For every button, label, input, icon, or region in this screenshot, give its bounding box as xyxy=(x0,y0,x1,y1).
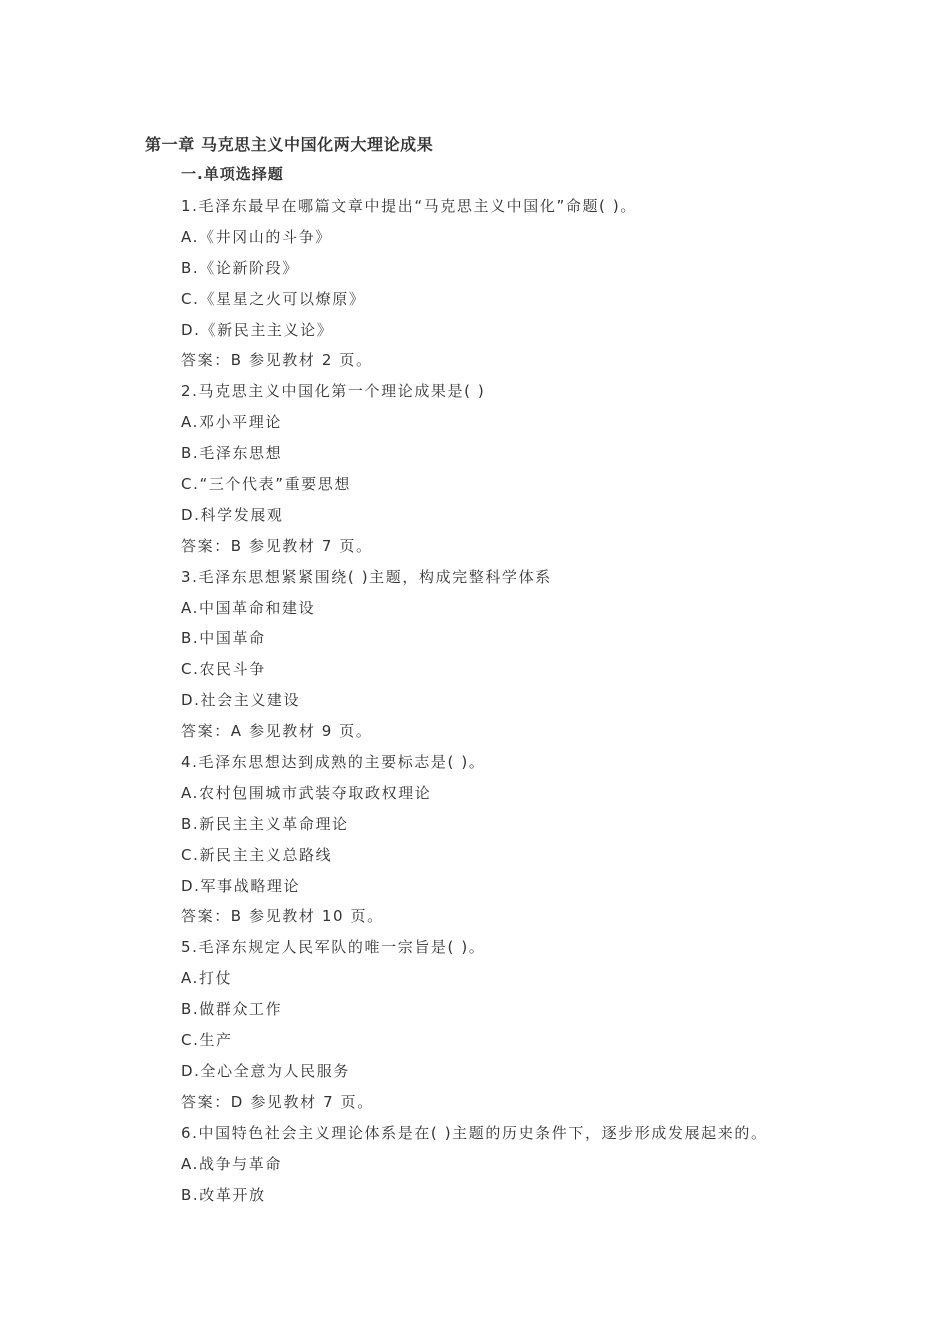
answer-option: C.新民主主义总路线 xyxy=(181,845,333,864)
answer-option: A.中国革命和建设 xyxy=(181,598,316,617)
answer-option: A.邓小平理论 xyxy=(181,413,282,432)
answer-option: C.《星星之火可以燎原》 xyxy=(181,289,366,308)
answer-key: 答案：B 参见教材 2 页。 xyxy=(181,351,373,370)
answer-option: B.毛泽东思想 xyxy=(181,444,283,463)
answer-option: B.中国革命 xyxy=(181,629,266,648)
answer-option: A.打仗 xyxy=(181,969,233,988)
section-title: 一.单项选择题 xyxy=(181,165,284,183)
question-list xyxy=(181,193,911,1212)
answer-option: C.“三个代表”重要思想 xyxy=(181,475,351,494)
answer-option: A.农村包围城市武装夺取政权理论 xyxy=(181,783,432,802)
answer-option: D.科学发展观 xyxy=(181,505,284,524)
chapter-title: 第一章 马克思主义中国化两大理论成果 xyxy=(145,135,434,154)
answer-option: D.军事战略理论 xyxy=(181,876,301,895)
answer-option: D.《新民主主义论》 xyxy=(181,320,334,339)
question-text: 1.毛泽东最早在哪篇文章中提出“马克思主义中国化”命题( )。 xyxy=(181,197,637,215)
question-text: 4.毛泽东思想达到成熟的主要标志是( )。 xyxy=(181,753,486,772)
answer-option: B.《论新阶段》 xyxy=(181,258,299,277)
answer-option: B.改革开放 xyxy=(181,1185,266,1204)
answer-key: 答案：B 参见教材 10 页。 xyxy=(181,907,384,926)
question-text: 6.中国特色社会主义理论体系是在( )主题的历史条件下，逐步形成发展起来的。 xyxy=(181,1123,768,1142)
answer-option: A.战争与革命 xyxy=(181,1154,282,1173)
answer-key: 答案：D 参见教材 7 页。 xyxy=(181,1092,374,1111)
answer-option: C.生产 xyxy=(181,1031,233,1050)
answer-key: 答案：A 参见教材 9 页。 xyxy=(181,722,373,741)
answer-option: B.做群众工作 xyxy=(181,1000,283,1019)
question-text: 3.毛泽东思想紧紧围绕( )主题，构成完整科学体系 xyxy=(181,567,552,586)
answer-key: 答案：B 参见教材 7 页。 xyxy=(181,536,373,555)
question-text: 2.马克思主义中国化第一个理论成果是( ) xyxy=(181,382,486,401)
answer-option: B.新民主主义革命理论 xyxy=(181,814,349,833)
answer-option: D.全心全意为人民服务 xyxy=(181,1061,350,1080)
answer-option: C.农民斗争 xyxy=(181,660,266,679)
question-text: 5.毛泽东规定人民军队的唯一宗旨是( )。 xyxy=(181,938,486,957)
answer-option: A.《井冈山的斗争》 xyxy=(181,227,332,246)
answer-option: D.社会主义建设 xyxy=(181,691,301,710)
